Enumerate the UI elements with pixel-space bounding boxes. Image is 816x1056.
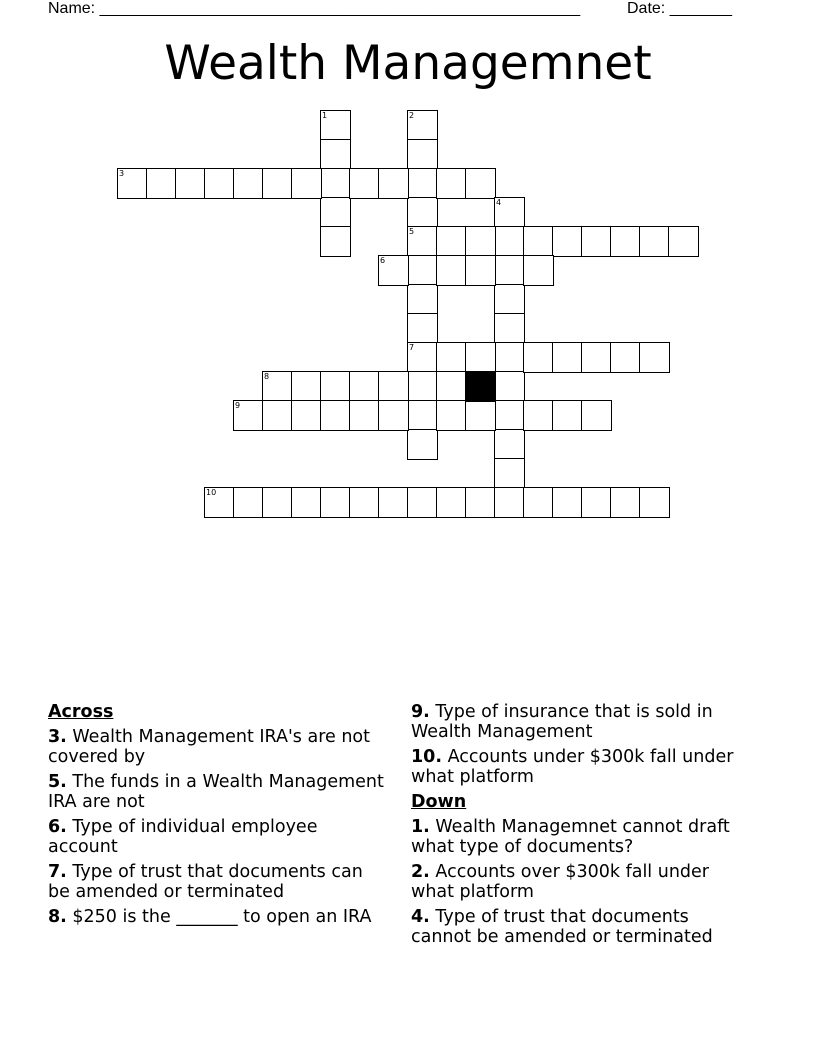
grid-cell[interactable] [320,371,351,402]
grid-cell[interactable] [407,400,438,431]
grid-cell[interactable] [407,487,438,518]
grid-cell[interactable] [639,342,670,373]
grid-cell[interactable] [349,487,380,518]
grid-cell[interactable] [204,487,235,518]
grid-cell[interactable] [291,487,322,518]
grid-cell[interactable] [523,255,554,286]
grid-cell[interactable] [320,226,351,257]
grid-cell[interactable] [407,429,438,460]
grid-cell[interactable] [233,168,264,199]
cell-number: 7 [409,343,415,352]
grid-cell[interactable] [291,371,322,402]
clue-across-10 [411,747,751,787]
grid-cell[interactable] [233,487,264,518]
grid-cell[interactable] [378,371,409,402]
grid-cell[interactable] [407,197,438,228]
clue-text: Type of individual employee account [48,817,318,857]
grid-cell[interactable] [407,313,438,344]
grid-cell[interactable] [610,487,641,518]
grid-block [465,371,496,402]
grid-cell[interactable] [465,168,496,199]
grid-cell[interactable] [465,487,496,518]
grid-cell[interactable] [581,400,612,431]
cell-number: 8 [264,372,270,381]
grid-cell[interactable] [117,168,148,199]
cell-number: 4 [496,198,502,207]
clue-number: 10. [411,747,443,767]
grid-cell[interactable] [378,487,409,518]
grid-cell[interactable] [407,255,438,286]
grid-cell[interactable] [436,371,467,402]
grid-cell[interactable] [378,168,409,199]
clue-text: Accounts under $300k fall under what platform [411,747,734,787]
grid-cell[interactable] [436,255,467,286]
grid-cell[interactable] [436,342,467,373]
cell-number: 2 [409,111,415,120]
cell-number: 6 [380,256,386,265]
across-heading: Across [48,702,114,722]
clue-across-9 [411,702,751,742]
grid-cell[interactable] [436,400,467,431]
grid-cell[interactable] [175,168,206,199]
grid-cell[interactable] [494,226,525,257]
grid-cell[interactable] [523,487,554,518]
grid-cell[interactable] [407,226,438,257]
clue-number: 1. [411,817,430,837]
grid-cell[interactable] [581,342,612,373]
clue-across-8 [48,907,388,927]
grid-cell[interactable] [262,168,293,199]
puzzle-title: Wealth Managemnet [164,36,652,91]
grid-cell[interactable] [465,226,496,257]
grid-cell[interactable] [494,342,525,373]
clue-number: 7. [48,862,67,882]
grid-cell[interactable] [639,487,670,518]
grid-cell[interactable] [320,197,351,228]
grid-cell[interactable] [320,400,351,431]
grid-cell[interactable] [291,400,322,431]
cell-number: 5 [409,227,415,236]
grid-cell[interactable] [262,371,293,402]
grid-cell[interactable] [552,487,583,518]
grid-cell[interactable] [146,168,177,199]
grid-cell[interactable] [494,313,525,344]
clue-number: 6. [48,817,67,837]
grid-cell[interactable] [494,371,525,402]
name-line: Name: ______________________________________________________ [48,0,581,17]
grid-cell[interactable] [610,342,641,373]
clue-across-6 [48,817,388,857]
grid-cell[interactable] [494,255,525,286]
grid-cell[interactable] [465,400,496,431]
date-line: Date: _______ [627,0,732,17]
clue-text: Type of trust that documents cannot be amended or terminated [411,907,713,947]
grid-cell[interactable] [407,139,438,170]
clue-text: Type of insurance that is sold in Wealth Management [411,702,713,742]
clue-down-4 [411,907,751,947]
cell-number: 3 [119,169,125,178]
clue-down-1 [411,817,751,857]
grid-cell[interactable] [581,487,612,518]
grid-cell[interactable] [552,342,583,373]
grid-cell[interactable] [523,226,554,257]
grid-cell[interactable] [378,255,409,286]
grid-cell[interactable] [204,168,235,199]
clue-text: $250 is the _______ to open an IRA [72,907,372,927]
grid-cell[interactable] [407,168,438,199]
clue-text: The funds in a Wealth Management IRA are not [48,772,384,812]
grid-cell[interactable] [494,458,525,489]
grid-cell[interactable] [465,342,496,373]
grid-cell[interactable] [494,429,525,460]
grid-cell[interactable] [291,168,322,199]
cell-number: 10 [206,488,217,497]
grid-cell[interactable] [436,226,467,257]
grid-cell[interactable] [494,400,525,431]
grid-cell[interactable] [407,342,438,373]
clue-number: 9. [411,702,430,722]
clues-column-right [411,702,751,952]
grid-cell[interactable] [349,371,380,402]
grid-cell[interactable] [668,226,699,257]
grid-cell[interactable] [349,168,380,199]
clue-number: 8. [48,907,67,927]
clue-text: Wealth Managemnet cannot draft what type of documents? [411,817,730,857]
grid-cell[interactable] [407,110,438,141]
grid-cell[interactable] [320,168,351,199]
clue-text: Type of trust that documents can be amended or terminated [48,862,363,902]
grid-cell[interactable] [262,487,293,518]
clue-across-5 [48,772,388,812]
grid-cell[interactable] [581,226,612,257]
grid-cell[interactable] [552,400,583,431]
cell-number: 1 [322,111,328,120]
clue-number: 4. [411,907,430,927]
grid-cell[interactable] [610,226,641,257]
clue-across-7 [48,862,388,902]
clue-number: 3. [48,727,67,747]
clue-number: 2. [411,862,430,882]
grid-cell[interactable] [378,400,409,431]
clue-text: Accounts over $300k fall under what platform [411,862,709,902]
clue-text: Wealth Management IRA's are not covered by [48,727,370,767]
clue-down-2 [411,862,751,902]
grid-cell[interactable] [407,284,438,315]
clue-number: 5. [48,772,67,792]
grid-cell[interactable] [494,284,525,315]
grid-cell[interactable] [523,400,554,431]
grid-cell[interactable] [407,371,438,402]
grid-cell[interactable] [494,487,525,518]
grid-cell[interactable] [639,226,670,257]
clues-column-left [48,702,388,932]
clue-across-3 [48,727,388,767]
grid-cell[interactable] [552,226,583,257]
grid-cell[interactable] [320,110,351,141]
grid-cell[interactable] [349,400,380,431]
cell-number: 9 [235,401,241,410]
grid-cell[interactable] [436,168,467,199]
grid-cell[interactable] [320,139,351,170]
grid-cell[interactable] [465,255,496,286]
grid-cell[interactable] [494,197,525,228]
grid-cell[interactable] [233,400,264,431]
grid-cell[interactable] [262,400,293,431]
grid-cell[interactable] [523,342,554,373]
grid-cell[interactable] [320,487,351,518]
grid-cell[interactable] [436,487,467,518]
down-heading: Down [411,792,467,812]
